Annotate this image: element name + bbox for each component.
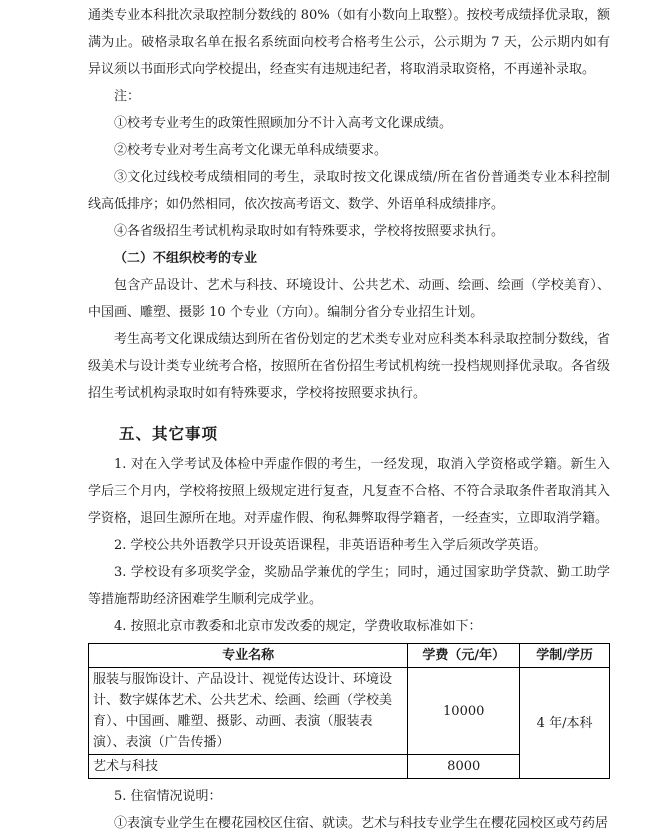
note-item-3: ③文化过线校考成绩相同的考生，录取时按文化课成绩/所在省份普通类专业本科控制线高低排序；如仍然相同，依次按高考语文、数学、外语单科成绩排序。 xyxy=(88,170,610,212)
cell-duration: 4 年/本科 xyxy=(520,668,610,779)
paragraph-admission-rule: 通类专业本科批次录取控制分数线的 80%（如有小数向上取整）。按校考成绩择优录取，额满为止。破格录取名单在报名系统面向校考合格考生公示，公示期为 7 天，公示期内如有异议须以书面形式向学校提出，经查实有违规违纪者，将取消录取资格，不再递补录取。 xyxy=(88,8,610,77)
other-item-5-sub-1: ①表演专业学生在樱花园校区住宿、就读。艺术与科技专业学生在樱花园校区或芍药居 xyxy=(114,816,609,831)
note-label: 注： xyxy=(114,89,141,104)
cell-major-name: 服装与服饰设计、产品设计、视觉传达设计、环境设计、数字媒体艺术、公共艺术、绘画、绘画（学校美育）、中国画、雕塑、摄影、动画、表演（服装表演）、表演（广告传播） xyxy=(89,668,408,755)
cell-tuition: 10000 xyxy=(408,668,520,755)
cell-tuition: 8000 xyxy=(408,755,520,779)
note-item-1: ①校考专业考生的政策性照顾加分不计入高考文化课成绩。 xyxy=(114,116,453,131)
table-header-row xyxy=(89,644,610,668)
table-row xyxy=(89,668,610,755)
section-heading-no-school-exam: （二）不组织校考的专业 xyxy=(114,251,258,266)
other-item-3: 3. 学校设有多项奖学金，奖励品学兼优的学生；同时，通过国家助学贷款、勤工助学等措施帮助经济困难学生顺利完成学业。 xyxy=(88,565,610,607)
section-heading-other-matters: 五、其它事项 xyxy=(119,424,219,443)
other-item-1: 1. 对在入学考试及体检中弄虚作假的考生，一经发现，取消入学资格或学籍。新生入学后三个月内，学校将按照上级规定进行复查，凡复查不合格、不符合录取条件者取消其入学资格，退回生源所在地。对弄虚作假、徇私舞弊取得学籍者，一经查实，立即取消学籍。 xyxy=(88,457,610,526)
header-tuition: 学费（元/年） xyxy=(408,644,520,668)
note-item-4: ④各省级招生考试机构录取时如有特殊要求，学校将按照要求执行。 xyxy=(114,224,505,239)
other-item-5-label: 5. 住宿情况说明： xyxy=(114,789,222,804)
other-item-2: 2. 学校公共外语教学只开设英语课程，非英语语种考生入学后须改学英语。 xyxy=(114,538,547,553)
tuition-table xyxy=(88,643,610,779)
header-duration: 学制/学历 xyxy=(520,644,610,668)
header-major: 专业名称 xyxy=(89,644,408,668)
cell-major-name: 艺术与科技 xyxy=(89,755,408,779)
other-item-4: 4. 按照北京市教委和北京市发改委的规定，学费收取标准如下： xyxy=(114,619,482,634)
paragraph-majors-list: 包含产品设计、艺术与科技、环境设计、公共艺术、动画、绘画、绘画（学校美育）、中国画、雕塑、摄影 10 个专业（方向）。编制分省分专业招生计划。 xyxy=(88,278,610,320)
note-item-2: ②校考专业对考生高考文化课无单科成绩要求。 xyxy=(114,143,388,158)
paragraph-admission-criteria: 考生高考文化课成绩达到所在省份划定的艺术类专业对应科类本科录取控制分数线，省级美术与设计类专业统考合格，按照所在省份招生考试机构统一投档规则择优录取。各省级招生考试机构录取时如有特殊要求，学校将按照要求执行。 xyxy=(88,332,610,401)
